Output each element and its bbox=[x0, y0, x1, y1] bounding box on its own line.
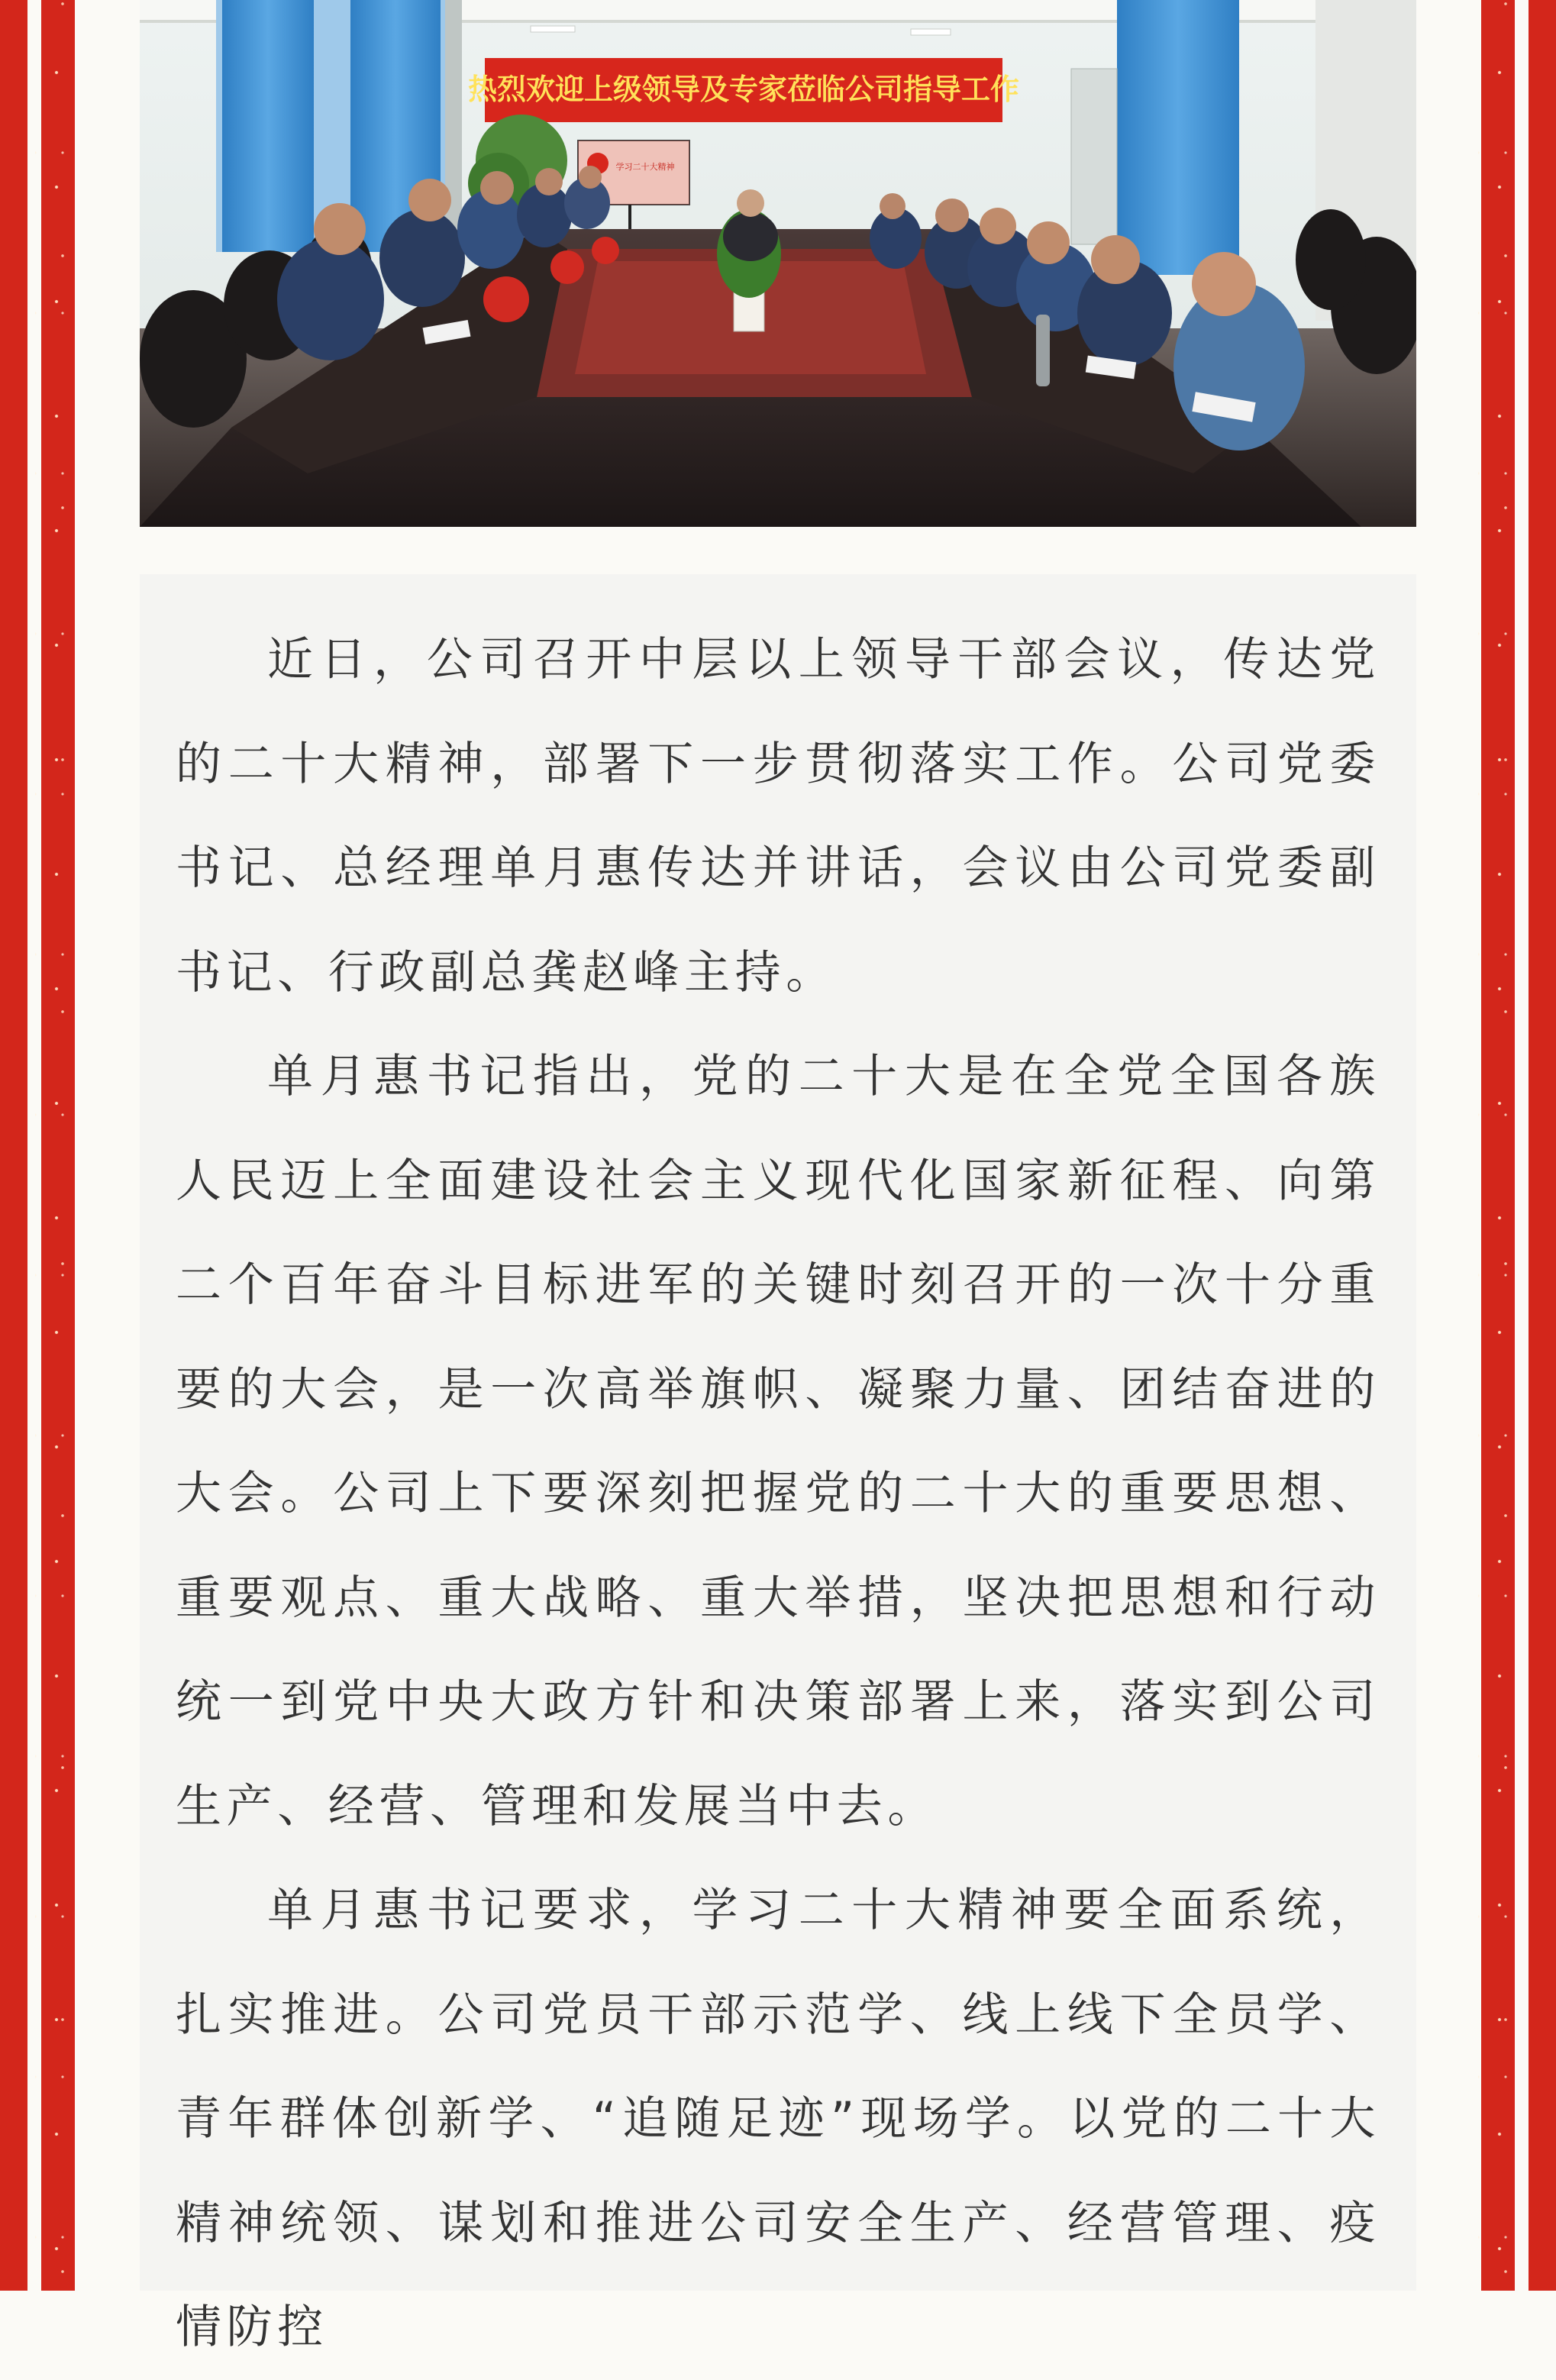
right-red-border-inner bbox=[1481, 0, 1515, 2291]
article-paragraph: 单月惠书记指出，党的二十大是在全党全国各族人民迈上全面建设社会主义现代化国家新征程、向第二个百年奋斗目标进军的关键时刻召开的一次十分重要的大会，是一次高举旗帜、凝聚力量、团结奋进的大会。公司上下要深刻把握党的二十大的重要思想、重要观点、重大战略、重大举措，坚决把思想和行动统一到党中央大政方针和决策部署上来，落实到公司生产、经营、管理和发展当中去。 bbox=[176, 1050, 1380, 1833]
meeting-photo bbox=[140, 0, 1416, 527]
article-paragraph: 单月惠书记要求，学习二十大精神要全面系统，扎实推进。公司党员干部示范学、线上线下全员学、青年群体创新学、“追随足迹”现场学。以党的二十大精神统领、谋划和推进公司安全生产、经营管理、疫情防控 bbox=[176, 1884, 1380, 2354]
welcome-banner-text: 热烈欢迎上级领导及专家莅临公司指导工作 bbox=[467, 73, 1020, 106]
left-red-border-inner bbox=[41, 0, 75, 2291]
screen-caption: 学习二十大精神 bbox=[615, 162, 675, 172]
right-red-border-outer bbox=[1529, 0, 1556, 2291]
article-body bbox=[140, 574, 1416, 2354]
article-paragraph: 近日，公司召开中层以上领导干部会议，传达党的二十大精神，部署下一步贯彻落实工作。公司党委书记、总经理单月惠传达并讲话，会议由公司党委副书记、行政副总龚赵峰主持。 bbox=[176, 633, 1380, 999]
left-red-border-outer bbox=[0, 0, 27, 2291]
